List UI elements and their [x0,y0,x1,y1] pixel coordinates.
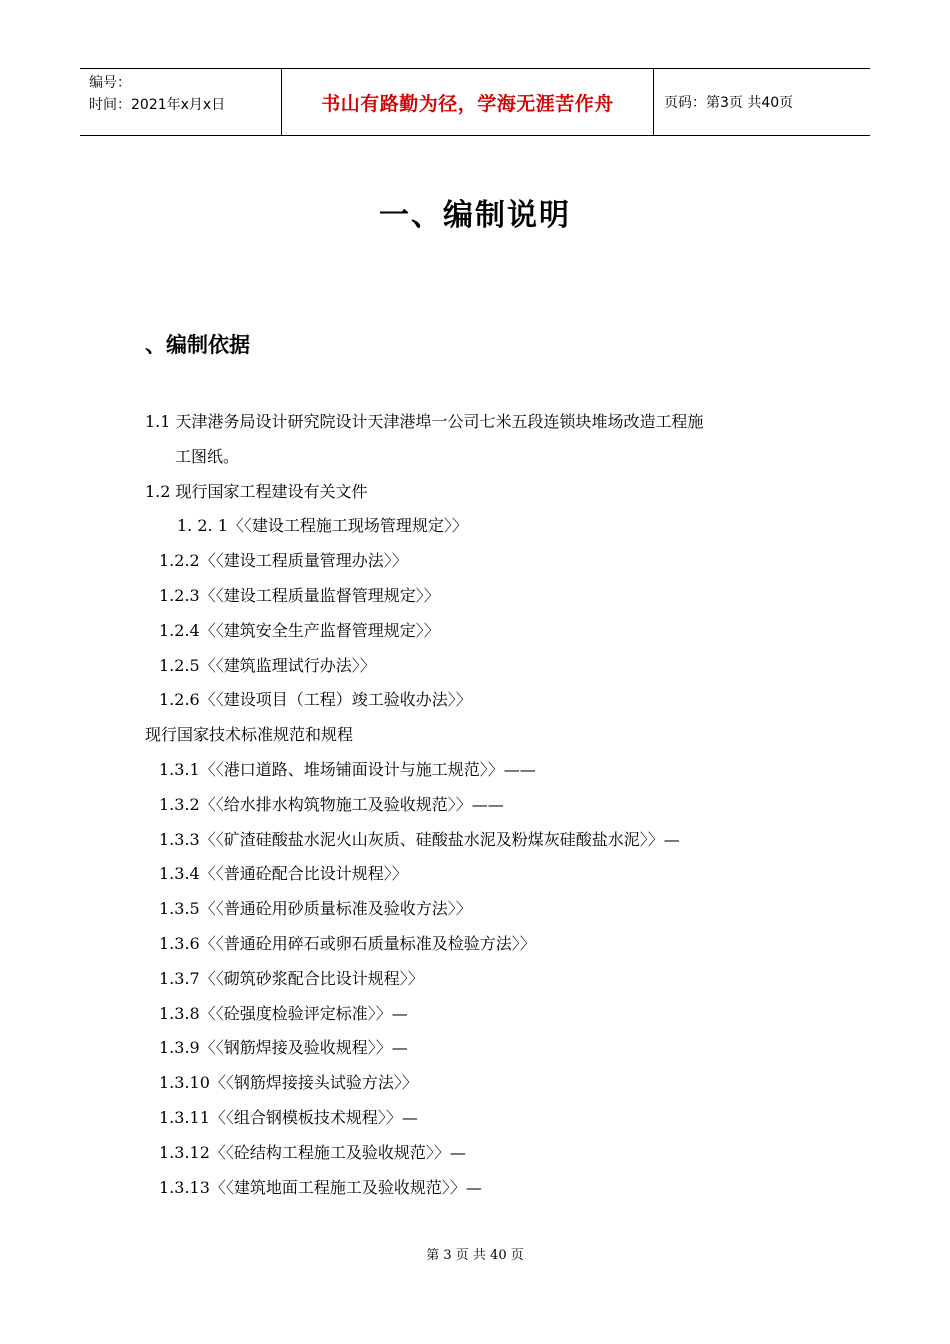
body-line: 1.2.4〈〈建筑安全生产监督管理规定〉〉 [159,620,440,640]
time-label: 时间：2021年x月x日 [89,97,226,113]
body-line: 1.3.12〈〈砼结构工程施工及验收规范〉〉— [159,1142,466,1162]
body-line: 现行国家技术标准规范和规程 [145,725,354,745]
body-line: 1.3.6〈〈普通砼用碎石或卵石质量标准及检验方法〉〉 [159,933,536,953]
body-line: 1.3.9〈〈钢筋焊接及验收规程〉〉— [159,1038,408,1058]
body-line: 1.3.5〈〈普通砼用砂质量标准及验收方法〉〉 [159,899,472,919]
body-line: 工图纸。 [175,446,240,466]
number-label: 编号： [89,75,131,91]
body-line: 1.3.8〈〈砼强度检验评定标准〉〉— [159,1003,408,1023]
section-heading: 、编制依据 [145,333,250,357]
body-line: 1.2.3〈〈建设工程质量监督管理规定〉〉 [159,585,440,605]
body-line: 1.3.11〈〈组合钢模板技术规程〉〉— [159,1107,418,1127]
document-header [80,68,870,136]
body-line: 1.3.13〈〈建筑地面工程施工及验收规范〉〉— [159,1177,482,1197]
body-line: 1.2 现行国家工程建设有关文件 [145,481,368,501]
body-line: 1.1 天津港务局设计研究院设计天津港埠一公司七米五段连锁块堆场改造工程施 [145,412,704,431]
body-line: 1.2.5〈〈建筑监理试行办法〉〉 [159,655,376,675]
body-line: 1.3.1〈〈港口道路、堆场铺面设计与施工规范〉〉—— [159,759,536,779]
page-footer: 第 3 页 共 40 页 [426,1248,524,1263]
body-line: 1.3.7〈〈砌筑砂浆配合比设计规程〉〉 [159,968,424,988]
header-page-label: 页码：第3页 共40页 [664,95,794,111]
body-line: 1.3.10〈〈钢筋焊接接头试验方法〉〉 [159,1073,418,1093]
body-content [145,405,825,1205]
header-motto: 书山有路勤为径，学海无涯苦作舟 [282,69,654,135]
body-line: 1.2.2〈〈建设工程质量管理办法〉〉 [159,551,408,571]
body-line: 1.3.4〈〈普通砼配合比设计规程〉〉 [159,864,408,884]
body-line: 1.3.3〈〈矿渣硅酸盐水泥火山灰质、硅酸盐水泥及粉煤灰硅酸盐水泥〉〉— [159,829,680,849]
body-line: 1.2.6〈〈建设项目（工程）竣工验收办法〉〉 [159,690,472,710]
body-line: 1.3.2〈〈给水排水构筑物施工及验收规范〉〉—— [159,794,504,814]
body-line: 1. 2. 1〈〈建设工程施工现场管理规定〉〉 [177,516,468,536]
page-title: 一、编制说明 [379,198,571,233]
header-meta-cell [80,69,282,135]
